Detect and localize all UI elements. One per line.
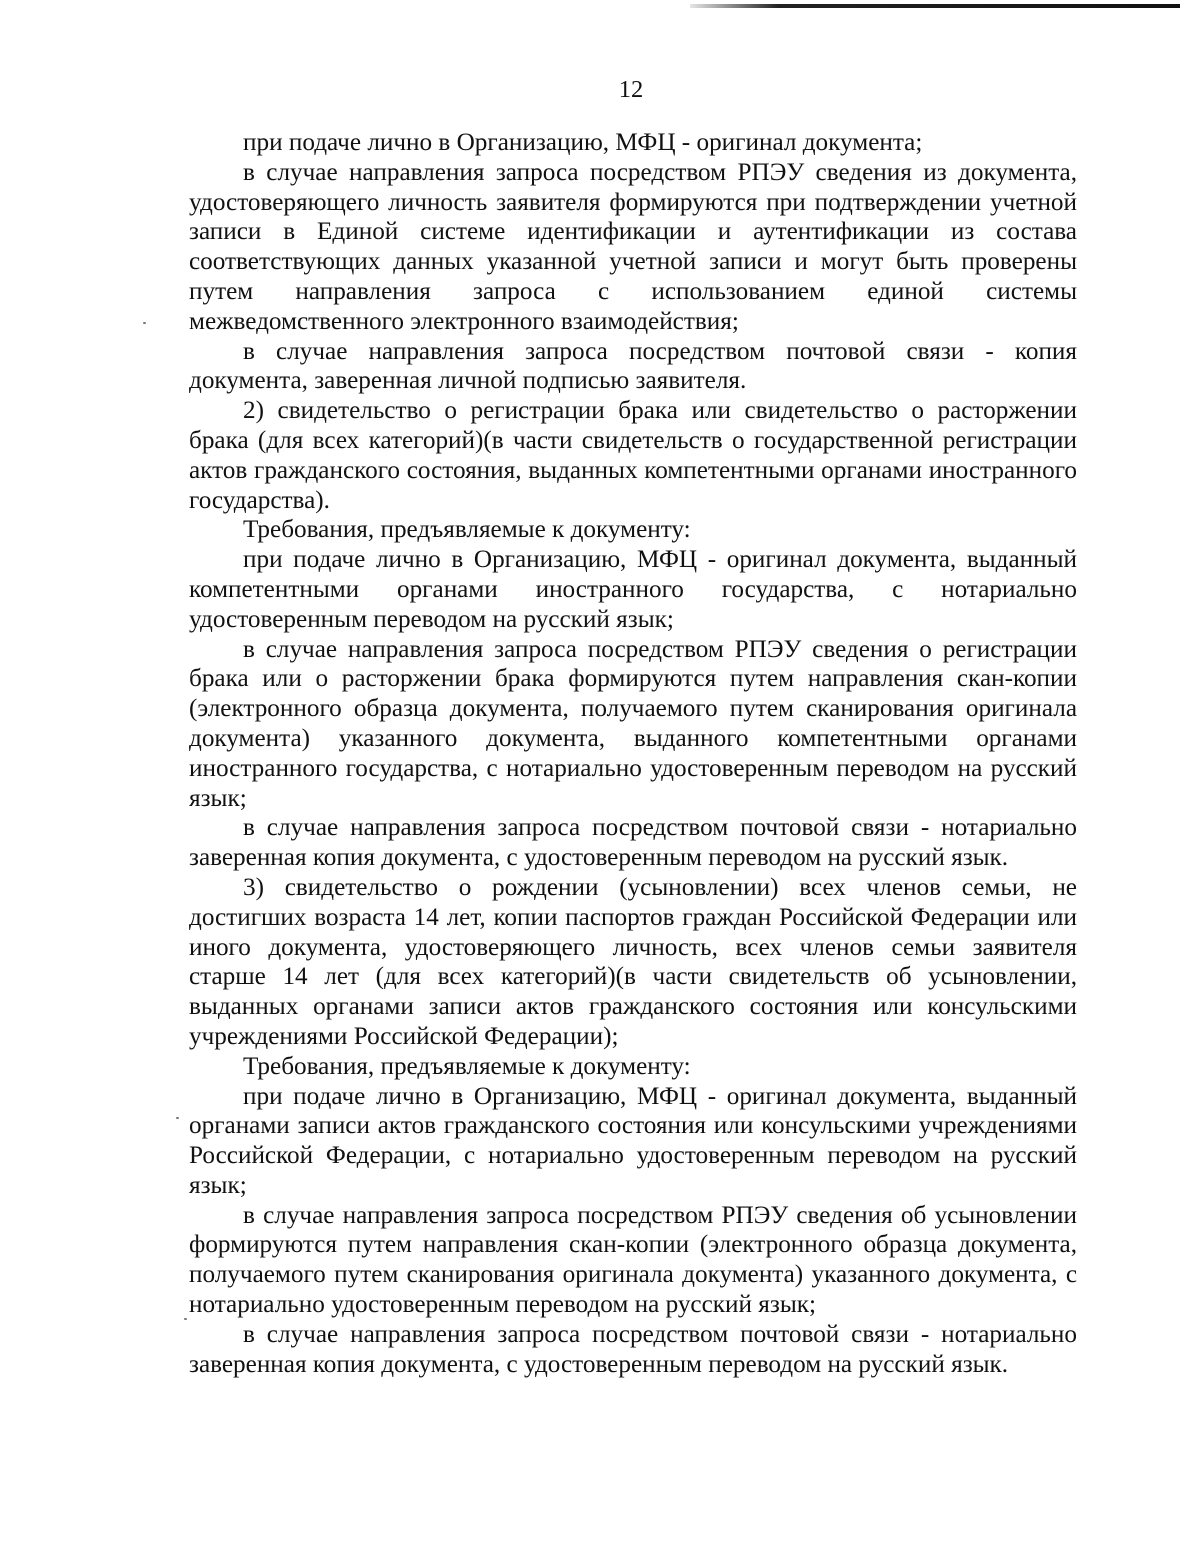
scan-artifact-line — [690, 4, 1180, 8]
paragraph: при подаче лично в Организацию, МФЦ - оригинал документа; — [243, 129, 923, 156]
document-body — [189, 128, 1077, 1379]
paragraph: при подаче лично в Организацию, МФЦ - оригинал документа, выданный органами записи актов гражданского состояния или консульскими учреждениями Российской Федерации, с нотариально удостоверенным переводом на русский язык; — [189, 1082, 1077, 1199]
page-number: 12 — [618, 76, 644, 103]
paragraph: в случае направления запроса посредством почтовой связи - нотариально заверенная копия документа, с удостоверенным переводом на русский язык. — [189, 1320, 1077, 1378]
scan-speck — [143, 322, 146, 324]
paragraph: 3) свидетельство о рождении (усыновлении) всех членов семьи, не достигших возраста 14 лет, копии паспортов граждан Российской Федерации или иного документа, удостоверяющего личность, всех членов семьи заявителя старше 14 лет (для всех категорий)(в части свидетельств об усыновлении, выданных органами записи актов гражданского состояния или консульскими учреждениями Российской Федерации); — [189, 873, 1077, 1050]
paragraph: Требования, предъявляемые к документу: — [243, 516, 691, 544]
paragraph: при подаче лично в Организацию, МФЦ - оригинал документа, выданный компетентными органами иностранного государства, с нотариально удостоверенным переводом на русский язык; — [189, 546, 1077, 633]
paragraph: в случае направления запроса посредством почтовой связи - копия документа, заверенная личной подписью заявителя. — [189, 337, 1077, 395]
paragraph: в случае направления запроса посредством РПЭУ сведения о регистрации брака или о расторжении брака формируются путем направления скан-копии (электронного образца документа, получаемого путем сканирования оригинала документа) указанного документа, выданного компетентными органами иностранного государства, с нотариально удостоверенным переводом на русский язык; — [189, 635, 1077, 812]
paragraph: в случае направления запроса посредством РПЭУ сведения из документа, удостоверяющего личность заявителя формируются при подтверждении учетной записи в Единой системе идентификации и аутентификации из состава соответствующих данных указанной учетной записи и могут быть проверены путем направления запроса с использованием единой системы межведомственного электронного взаимодействия; — [189, 158, 1077, 335]
paragraph: в случае направления запроса посредством РПЭУ сведения об усыновлении формируются путем направления скан-копии (электронного образца документа, получаемого путем сканирования оригинала документа) указанного документа, с нотариально удостоверенным переводом на русский язык; — [189, 1201, 1077, 1319]
paragraph: в случае направления запроса посредством почтовой связи - нотариально заверенная копия документа, с удостоверенным переводом на русский язык. — [189, 814, 1077, 872]
paragraph: Требования, предъявляемые к документу: — [243, 1052, 691, 1080]
scan-speck — [184, 1318, 187, 1320]
paragraph: 2) свидетельство о регистрации брака или свидетельство о расторжении брака (для всех категорий)(в части свидетельств о государственной регистрации актов гражданского состояния, выданных компетентными органами иностранного государства). — [189, 397, 1077, 514]
scan-speck — [176, 1117, 179, 1119]
